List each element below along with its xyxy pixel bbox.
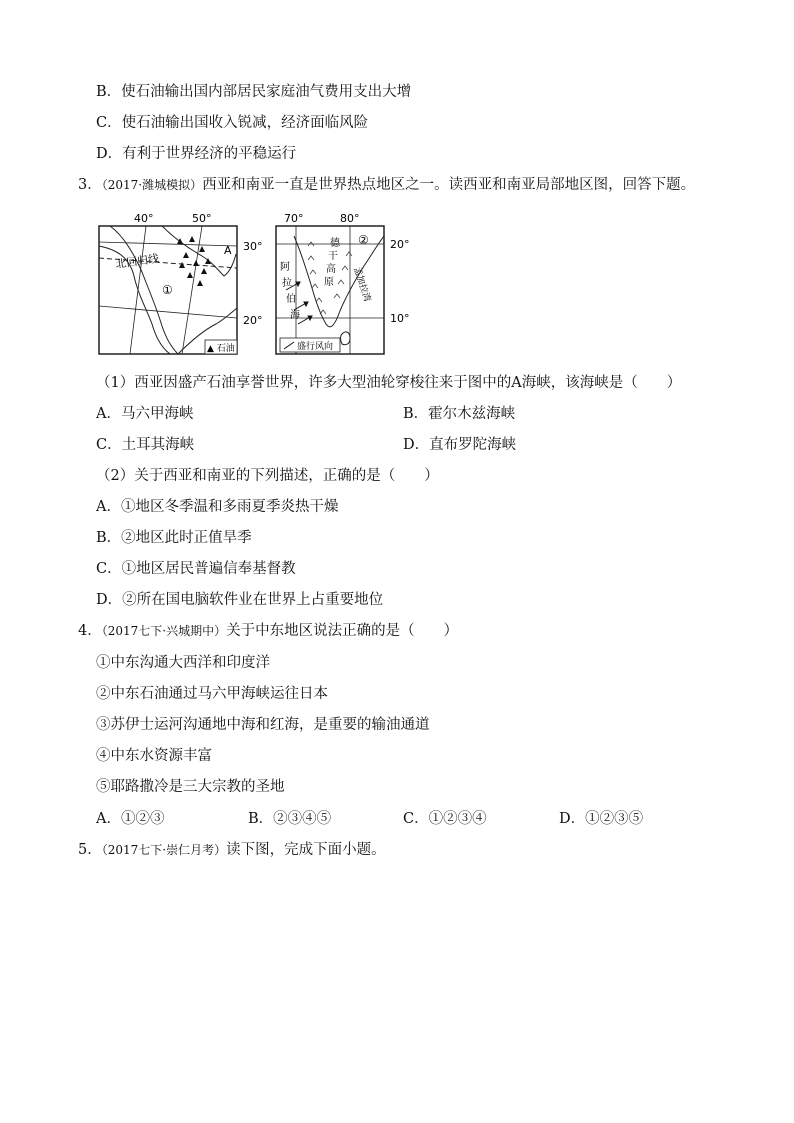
sub2-option-b: B．②地区此时正值旱季 [96, 530, 252, 546]
sea-label-3: 伯 [286, 294, 296, 305]
map-west-asia [90, 206, 270, 358]
lon-label-80: 80° [340, 212, 360, 225]
option-c: C．使石油输出国收入锐减，经济面临风险 [96, 115, 369, 131]
sub2-option-c: C．①地区居民普遍信奉基督教 [96, 561, 296, 577]
q4-option-d: D．①②③⑤ [559, 811, 644, 827]
sub1-option-b: B．霍尔木兹海峡 [403, 406, 516, 422]
statement-2: ②中东石油通过马六甲海峡运往日本 [96, 686, 328, 702]
plateau-label-4: 原 [324, 277, 334, 288]
sub2-option-a: A．①地区冬季温和多雨夏季炎热干燥 [96, 499, 339, 515]
question-source: （2017·潍城模拟） [101, 178, 203, 192]
question-5 [78, 840, 386, 860]
lat-label-10: 10° [390, 312, 410, 325]
question-number: 5． [78, 842, 102, 858]
sub-question-2: （2）关于西亚和南亚的下列描述，正确的是（ ） [96, 468, 439, 484]
statement-5: ⑤耶路撒冷是三大宗教的圣地 [96, 779, 285, 795]
question-number: 3． [78, 177, 102, 193]
lon-label-50: 50° [192, 212, 212, 225]
question-number: 4． [78, 623, 102, 639]
question-3 [78, 175, 695, 195]
option-d: D．有利于世界经济的平稳运行 [96, 146, 297, 162]
sub1-option-a: A．马六甲海峡 [96, 406, 194, 422]
question-stem: 关于中东地区说法正确的是（ ） [226, 623, 459, 639]
sub2-option-d: D．②所在国电脑软件业在世界上占重要地位 [96, 592, 384, 608]
lat-label-20: 20° [390, 238, 410, 251]
q4-option-a: A．①②③ [96, 811, 165, 827]
plateau-label-3: 高 [326, 264, 336, 275]
option-b: B．使石油输出国内部居民家庭油气费用支出大增 [96, 84, 412, 100]
question-source: （2017七下·兴城期中） [101, 624, 227, 638]
sub-question-1: （1）西亚因盛产石油享誉世界，许多大型油轮穿梭往来于图中的A海峡，该海峡是（ ） [96, 375, 682, 391]
lat-label-30: 30° [243, 240, 263, 253]
legend-wind: 盛行风向 [297, 342, 334, 352]
statement-4: ④中东水资源丰富 [96, 748, 212, 764]
sea-label-4: 海 [290, 310, 300, 321]
plateau-label-1: 德 [330, 238, 340, 249]
statement-1: ①中东沟通大西洋和印度洋 [96, 655, 270, 671]
lat-label-20: 20° [243, 314, 263, 327]
question-stem: 西亚和南亚一直是世界热点地区之一。读西亚和南亚局部地区图，回答下题。 [202, 177, 696, 193]
q4-option-b: B．②③④⑤ [248, 811, 332, 827]
question-source: （2017七下·崇仁月考） [101, 843, 227, 857]
sea-label-1: 阿 [280, 262, 290, 273]
region-label-2: ② [358, 233, 369, 247]
sub1-option-d: D．直布罗陀海峡 [403, 437, 517, 453]
tropic-label: 北回归线 [114, 251, 160, 271]
sub1-option-c: C．土耳其海峡 [96, 437, 195, 453]
map-south-asia [272, 206, 432, 358]
question-4 [78, 621, 458, 641]
sea-label-2: 拉 [282, 278, 292, 289]
plateau-label-2: 干 [328, 251, 338, 262]
statement-3: ③苏伊士运河沟通地中海和红海，是重要的输油通道 [96, 717, 430, 733]
lon-label-70: 70° [284, 212, 304, 225]
region-label-1: ① [162, 283, 173, 297]
question-stem: 读下图，完成下面小题。 [226, 842, 386, 858]
q4-option-c: C．①②③④ [403, 811, 487, 827]
bay-label: 孟加拉湾 [351, 265, 372, 304]
legend-oil: ▲ 石油 [207, 344, 235, 354]
lon-label-40: 40° [134, 212, 154, 225]
strait-label: A [224, 244, 232, 257]
